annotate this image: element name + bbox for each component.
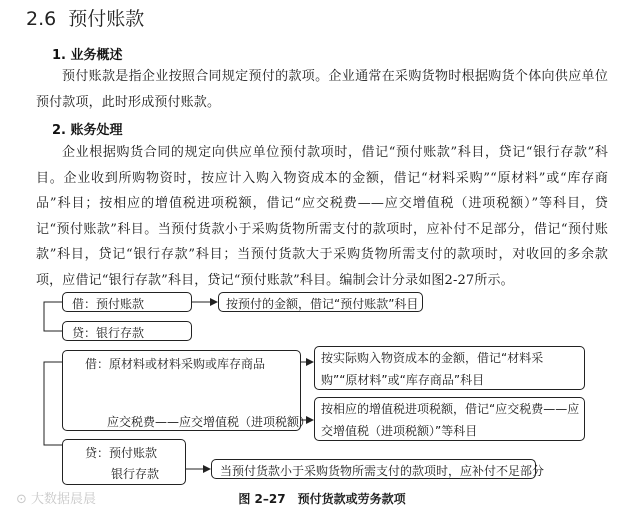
debit-vat-label: 应交税费——应交增值税（进项税额） [107,415,312,429]
prepaid-note-box [218,292,423,312]
prepaid-note-text: 按预付的金额，借记“预付账款”科目 [226,297,419,311]
subsection-2-paragraph: 企业根据购货合同的规定向供应单位预付款项时，借记“预付账款”科目，贷记“银行存款”科目。企业收到所购物资时，按应计入购入物资成本的金额，借记“材料采购”“原材料”或“库存商品”科目；按相应的增值税进项税额，借记“应交税费——应交增值税（进项税额）”等科目，贷记“预付账款”科目。当预付货款小于采购货物所需支付的款项时，应补付不足部分，借记“预付账款”科目，贷记“银行存款”科目；当预付货款大于采购货物所需支付的款项时，对收回的多余款项，应借记“银行存款”科目，贷记“预付账款”科目。编制会计分录如图2-27所示。 [36,145,608,288]
credit-prepaid-label: 贷：预付账款 [85,446,158,460]
credit-bank-box [62,321,192,341]
watermark-icon: ⊙ [16,492,32,507]
watermark-text: 大数据晨晨 [31,492,97,507]
subsection-2-heading: 2. 账务处理 [52,123,123,138]
figure-caption: 图 2–27 预付货款或劳务款项 [238,492,406,506]
subsection-1-heading: 1. 业务概述 [52,48,123,63]
subsection-1-paragraph: 预付账款是指企业按照合同规定预付的款项。企业通常在采购货物时根据购货个体向供应单位预付款项，此时形成预付账款。 [36,69,608,110]
debit-bank-label: 银行存款 [111,467,160,481]
credit-bank-label: 贷：银行存款 [72,326,145,340]
watermark [16,488,96,507]
vat-note-box [314,397,585,441]
debit-prepaid-label: 借：预付账款 [72,297,145,311]
vat-note-text: 按相应的增值税进项税额，借记“应交税费——应交增值税（进项税额）”等科目 [321,402,580,438]
materials-note-text: 按实际购入物资成本的金额，借记“材料采购”“原材料”或“库存商品”科目 [321,351,544,387]
debit-materials-box [62,350,312,431]
section-number: 2.6 [26,8,57,30]
debit-prepaid-box [62,292,192,312]
section-heading: 预付账款 [68,8,145,30]
materials-note-box [314,346,585,390]
credit-prepaid-box [62,439,186,485]
shortfall-note-box [211,459,545,479]
debit-materials-label: 借：原材料或材料采购或库存商品 [85,357,266,371]
shortfall-note-text: 当预付货款小于采购货物所需支付的款项时，应补付不足部分 [220,464,545,478]
